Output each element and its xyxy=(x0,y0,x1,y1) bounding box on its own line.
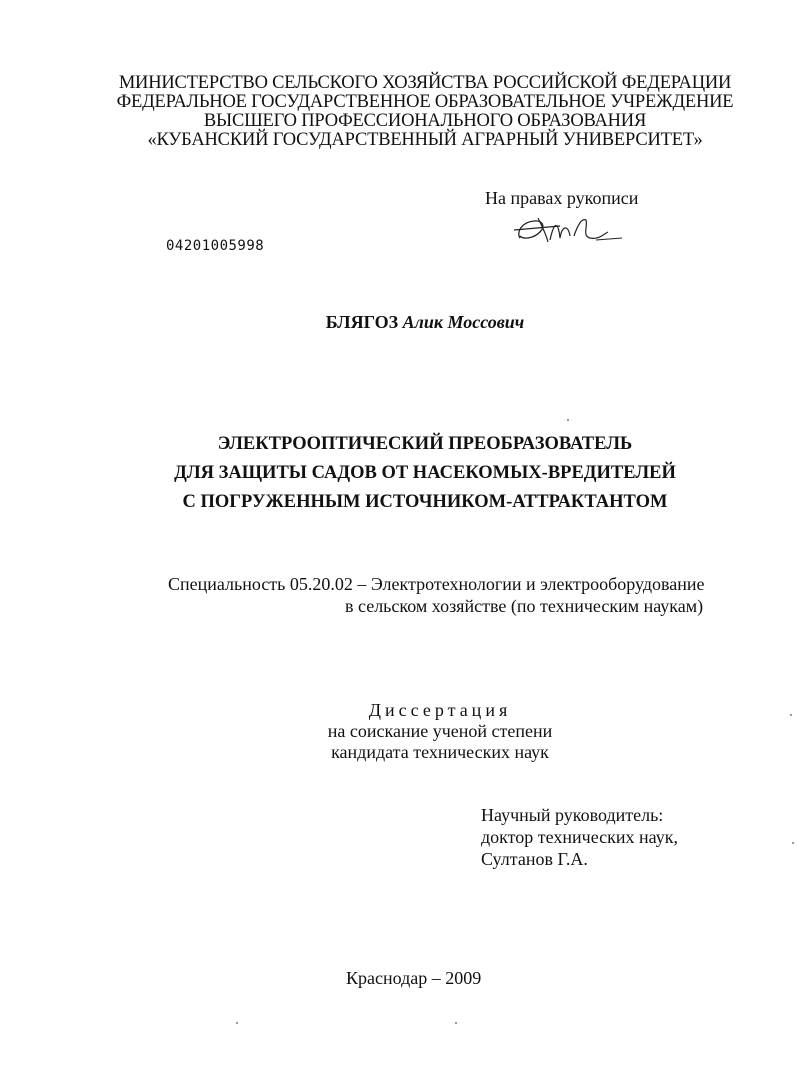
scan-speck xyxy=(790,714,792,716)
handwritten-signature xyxy=(512,212,627,248)
dissertation-heading: Диссертация xyxy=(368,700,512,720)
header-line: ВЫСШЕГО ПРОФЕССИОНАЛЬНОГО ОБРАЗОВАНИЯ xyxy=(203,111,647,131)
catalog-number: 04201005998 xyxy=(166,238,265,254)
dissertation-line: кандидата технических наук xyxy=(331,742,549,762)
supervisor-degree: доктор технических наук, xyxy=(481,827,678,847)
title-line: ЭЛЕКТРООПТИЧЕСКИЙ ПРЕОБРАЗОВАТЕЛЬ xyxy=(217,434,633,454)
city-year: Краснодар – 2009 xyxy=(346,968,482,988)
title-line: С ПОГРУЖЕННЫМ ИСТОЧНИКОМ-АТТРАКТАНТОМ xyxy=(182,492,668,512)
specialty-line: Специальность 05.20.02 – Электротехнологии и электрооборудование xyxy=(168,574,705,594)
specialty-line: в сельском хозяйстве (по техническим наукам) xyxy=(345,596,704,616)
dissertation-title xyxy=(0,430,799,517)
scan-speck xyxy=(236,1022,238,1024)
dissertation-type xyxy=(0,700,799,763)
supervisor-name: Султанов Г.А. xyxy=(481,849,588,869)
header-line: МИНИСТЕРСТВО СЕЛЬСКОГО ХОЗЯЙСТВА РОССИЙСКОЙ ФЕДЕРАЦИИ xyxy=(118,73,732,93)
header-line: ФЕДЕРАЛЬНОЕ ГОСУДАРСТВЕННОЕ ОБРАЗОВАТЕЛЬНОЕ УЧРЕЖДЕНИЕ xyxy=(116,92,734,112)
ministry-header xyxy=(0,74,799,150)
specialty xyxy=(168,573,705,617)
supervisor-block xyxy=(481,804,678,870)
title-line: ДЛЯ ЗАЩИТЫ САДОВ ОТ НАСЕКОМЫХ-ВРЕДИТЕЛЕЙ xyxy=(174,463,676,483)
header-line: «КУБАНСКИЙ ГОСУДАРСТВЕННЫЙ АГРАРНЫЙ УНИВЕРСИТЕТ» xyxy=(147,130,703,150)
scan-speck xyxy=(792,842,794,844)
author-surname: БЛЯГОЗ xyxy=(325,312,399,332)
dissertation-line: на соискание ученой степени xyxy=(327,721,553,741)
manuscript-note: На правах рукописи xyxy=(485,188,639,208)
scan-speck xyxy=(567,419,569,421)
author-name xyxy=(0,312,799,333)
scan-speck xyxy=(455,1022,457,1024)
author-given-names: Алик Моссович xyxy=(402,312,525,332)
supervisor-label: Научный руководитель: xyxy=(481,805,664,825)
